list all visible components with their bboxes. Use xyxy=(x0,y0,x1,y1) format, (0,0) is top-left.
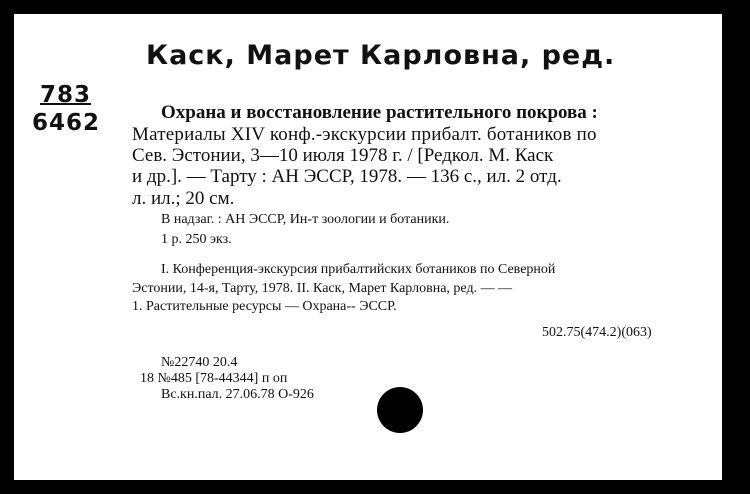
classification-code: 502.75(474.2)(063) xyxy=(542,325,652,340)
tracing-line: 1. Растительные ресурсы — Охрана-- ЭССР. xyxy=(132,299,397,314)
description-line: Сев. Эстонии, 3—10 июля 1978 г. / [Редкол. М. Каск xyxy=(132,145,554,166)
note-line: 1 р. 250 экз. xyxy=(161,232,232,247)
catalog-card xyxy=(14,14,722,480)
tracing-line: I. Конференция-экскурсия прибалтийских ботаников по Северной xyxy=(161,262,556,277)
description-line: л. ил.; 20 см. xyxy=(132,188,235,209)
tracing-line: Эстонии, 14-я, Тарту, 1978. II. Каск, Марет Карловна, ред. — — xyxy=(132,281,513,296)
order-line: №22740 20.4 xyxy=(161,355,238,370)
handwritten-number-top: 783 xyxy=(40,82,92,108)
note-line: В надзаг. : АН ЭССР, Ин-т зоологии и ботаники. xyxy=(161,212,450,227)
card-title: Охрана и восстановление растительного покрова : xyxy=(161,102,598,123)
description-line: и др.]. — Тарту : АН ЭССР, 1978. — 136 с., ил. 2 отд. xyxy=(132,166,562,187)
handwritten-author: Каск, Марет Карловна, ред. xyxy=(146,40,616,71)
punch-hole xyxy=(377,387,423,433)
handwritten-number-bottom: 6462 xyxy=(32,110,101,136)
order-line: Вс.кн.пал. 27.06.78 О-926 xyxy=(161,387,314,402)
order-line: 18 №485 [78-44344] п оп xyxy=(140,371,288,386)
description-line: Материалы XIV конф.-экскурсии прибалт. ботаников по xyxy=(132,124,597,145)
